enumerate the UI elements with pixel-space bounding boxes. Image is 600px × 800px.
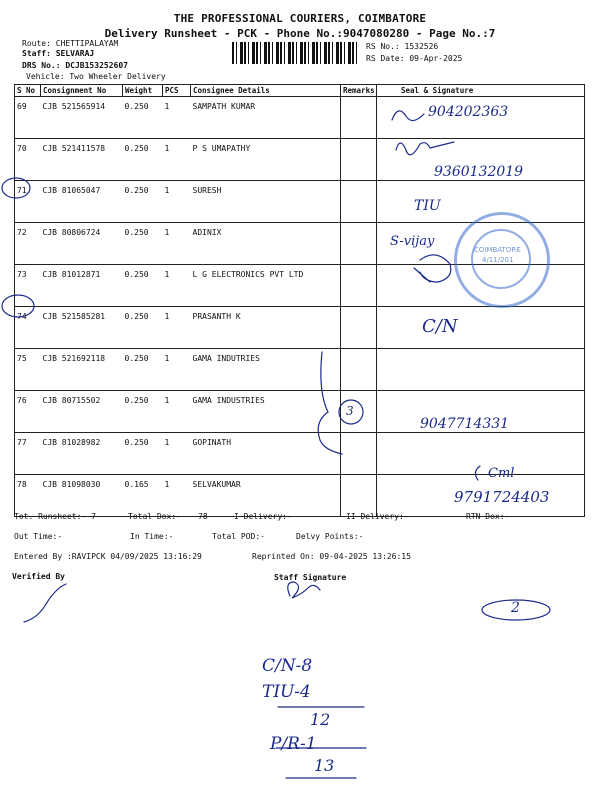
cell-sno: 71 [15,181,41,223]
col-remarks: Remarks [341,85,377,97]
cell-weight: 0.250 [123,223,163,265]
bracket-75-76 [318,352,342,454]
cell-consignee: L G ELECTRONICS PVT LTD [191,265,341,307]
cell-pcs: 1 [163,391,191,433]
drs-label: DRS No.: DCJB153252607 [22,61,128,70]
cell-sno: 76 [15,391,41,433]
cell-weight: 0.250 [123,97,163,139]
out-time: Out Time:- [14,532,63,541]
cell-pcs: 1 [163,265,191,307]
hand-cml-78: Cml [488,466,515,481]
staff-signature: Staff Signature [274,573,347,582]
vehicle-label: Vehicle: Two Wheeler Delivery [26,72,166,81]
cell-consignee: P S UMAPATHY [191,139,341,181]
cell-consignee: GAMA INDUTRIES [191,349,341,391]
cell-pcs: 1 [163,223,191,265]
hand-tiu-71: TIU [414,198,441,214]
cell-consignee: GAMA INDUSTRIES [191,391,341,433]
signature-72-stroke [414,268,430,282]
total-pod: Total POD:- [212,532,265,541]
hand-tally-pr: P/R-1 [270,734,317,754]
stamp-text-2: 4/11/201 [482,256,514,264]
cell-consignee: SURESH [191,181,341,223]
cell-pcs: 1 [163,433,191,475]
stamp-text-1: COIMBATORE [474,246,521,254]
col-pcs: PCS [163,85,191,97]
cell-weight: 0.250 [123,139,163,181]
rs-date: RS Date: 09-Apr-2025 [366,54,463,63]
cell-pcs: 1 [163,139,191,181]
cell-consignment: CJB 81098030 [41,475,123,517]
col-weight: Weight [123,85,163,97]
cell-weight: 0.250 [123,433,163,475]
cell-sno: 74 [15,307,41,349]
col-consignment: Consignment No [41,85,123,97]
hand-phone-70: 9360132019 [434,164,524,180]
cell-consignment: CJB 80715502 [41,391,123,433]
cell-weight: 0.165 [123,475,163,517]
col-sno: S No [15,85,41,97]
signature-69 [392,111,424,121]
cell-consignment: CJB 521411578 [41,139,123,181]
route-label: Route: CHETTIPALAYAM [22,39,119,48]
circle-74 [2,295,34,317]
cell-sno: 72 [15,223,41,265]
hand-phone-78: 9791724403 [454,488,550,506]
cell-sno: 73 [15,265,41,307]
hand-phone-69: 904202363 [428,104,509,120]
cell-consignment: CJB 81012871 [41,265,123,307]
cell-consignment: CJB 521565914 [41,97,123,139]
circle-71 [2,178,30,198]
col-signature: Seal & Signature [377,85,585,97]
hand-tally-cn: C/N-8 [262,656,313,676]
verified-tick [24,584,66,622]
reprinted-on: Reprinted On: 09-04-2025 13:26:15 [252,552,411,561]
cell-pcs: 1 [163,307,191,349]
total-dox-label: Total Dox:- [128,512,181,521]
cell-weight: 0.250 [123,349,163,391]
entered-by: Entered By :RAVIPCK 04/09/2025 13:16:29 [14,552,202,561]
cell-consignment: CJB 81028982 [41,433,123,475]
tot-runsheet: Tot. Runsheet:- 7 [14,512,96,521]
cell-weight: 0.250 [123,307,163,349]
cell-consignment: CJB 80806724 [41,223,123,265]
cell-pcs: 1 [163,475,191,517]
cell-pcs: 1 [163,97,191,139]
i-delivery: I Delivery:- [234,512,292,521]
company-title: THE PROFESSIONAL COURIERS, COIMBATORE [173,12,427,25]
in-time: In Time:- [130,532,174,541]
cell-pcs: 1 [163,349,191,391]
hand-tally-tiu: TIU-4 [262,682,311,702]
hand-sign-72: S-vijay [390,234,435,249]
col-consignee: Consignee Details [191,85,341,97]
hand-tally-total: 13 [314,756,335,775]
hand-cn-74: C/N [422,316,458,337]
hand-tally-sum: 12 [310,710,331,729]
cell-consignment: CJB 521692118 [41,349,123,391]
bracket-78 [475,466,480,480]
runsheet-subtitle: Delivery Runsheet - PCK - Phone No.:9047080280 - Page No.:7 [104,27,496,40]
rs-no: RS No.: 1532526 [366,42,439,51]
hand-phone-76: 9047714331 [420,416,510,432]
signature-70 [396,142,454,155]
cell-weight: 0.250 [123,181,163,223]
staff-sign-scribble [288,582,320,598]
cell-weight: 0.250 [123,391,163,433]
cell-sno: 75 [15,349,41,391]
cell-consignee: SAMPATH KUMAR [191,97,341,139]
cell-consignment: CJB 521585281 [41,307,123,349]
delvy-points: Delvy Points:- [296,532,364,541]
cell-sno: 69 [15,97,41,139]
total-dox-value: 78 [198,512,208,521]
cell-sno: 77 [15,433,41,475]
cell-weight: 0.250 [123,265,163,307]
cell-consignee: SELVAKUMAR [191,475,341,517]
hand-mark-3: 3 [346,404,354,418]
cell-sno: 70 [15,139,41,181]
cell-consignee: GOPINATH [191,433,341,475]
cell-consignee: PRASANTH K [191,307,341,349]
rtn-dox: RTN Dox:- [466,512,510,521]
hand-circled-2: 2 [511,600,520,616]
cell-pcs: 1 [163,181,191,223]
verified-by: Verified By [12,572,65,581]
cell-sno: 78 [15,475,41,517]
cell-consignment: CJB 81065047 [41,181,123,223]
cell-consignee: ADINIX [191,223,341,265]
staff-label: Staff: SELVARAJ [22,49,95,58]
ii-delivery: II Delivery:- [346,512,409,521]
